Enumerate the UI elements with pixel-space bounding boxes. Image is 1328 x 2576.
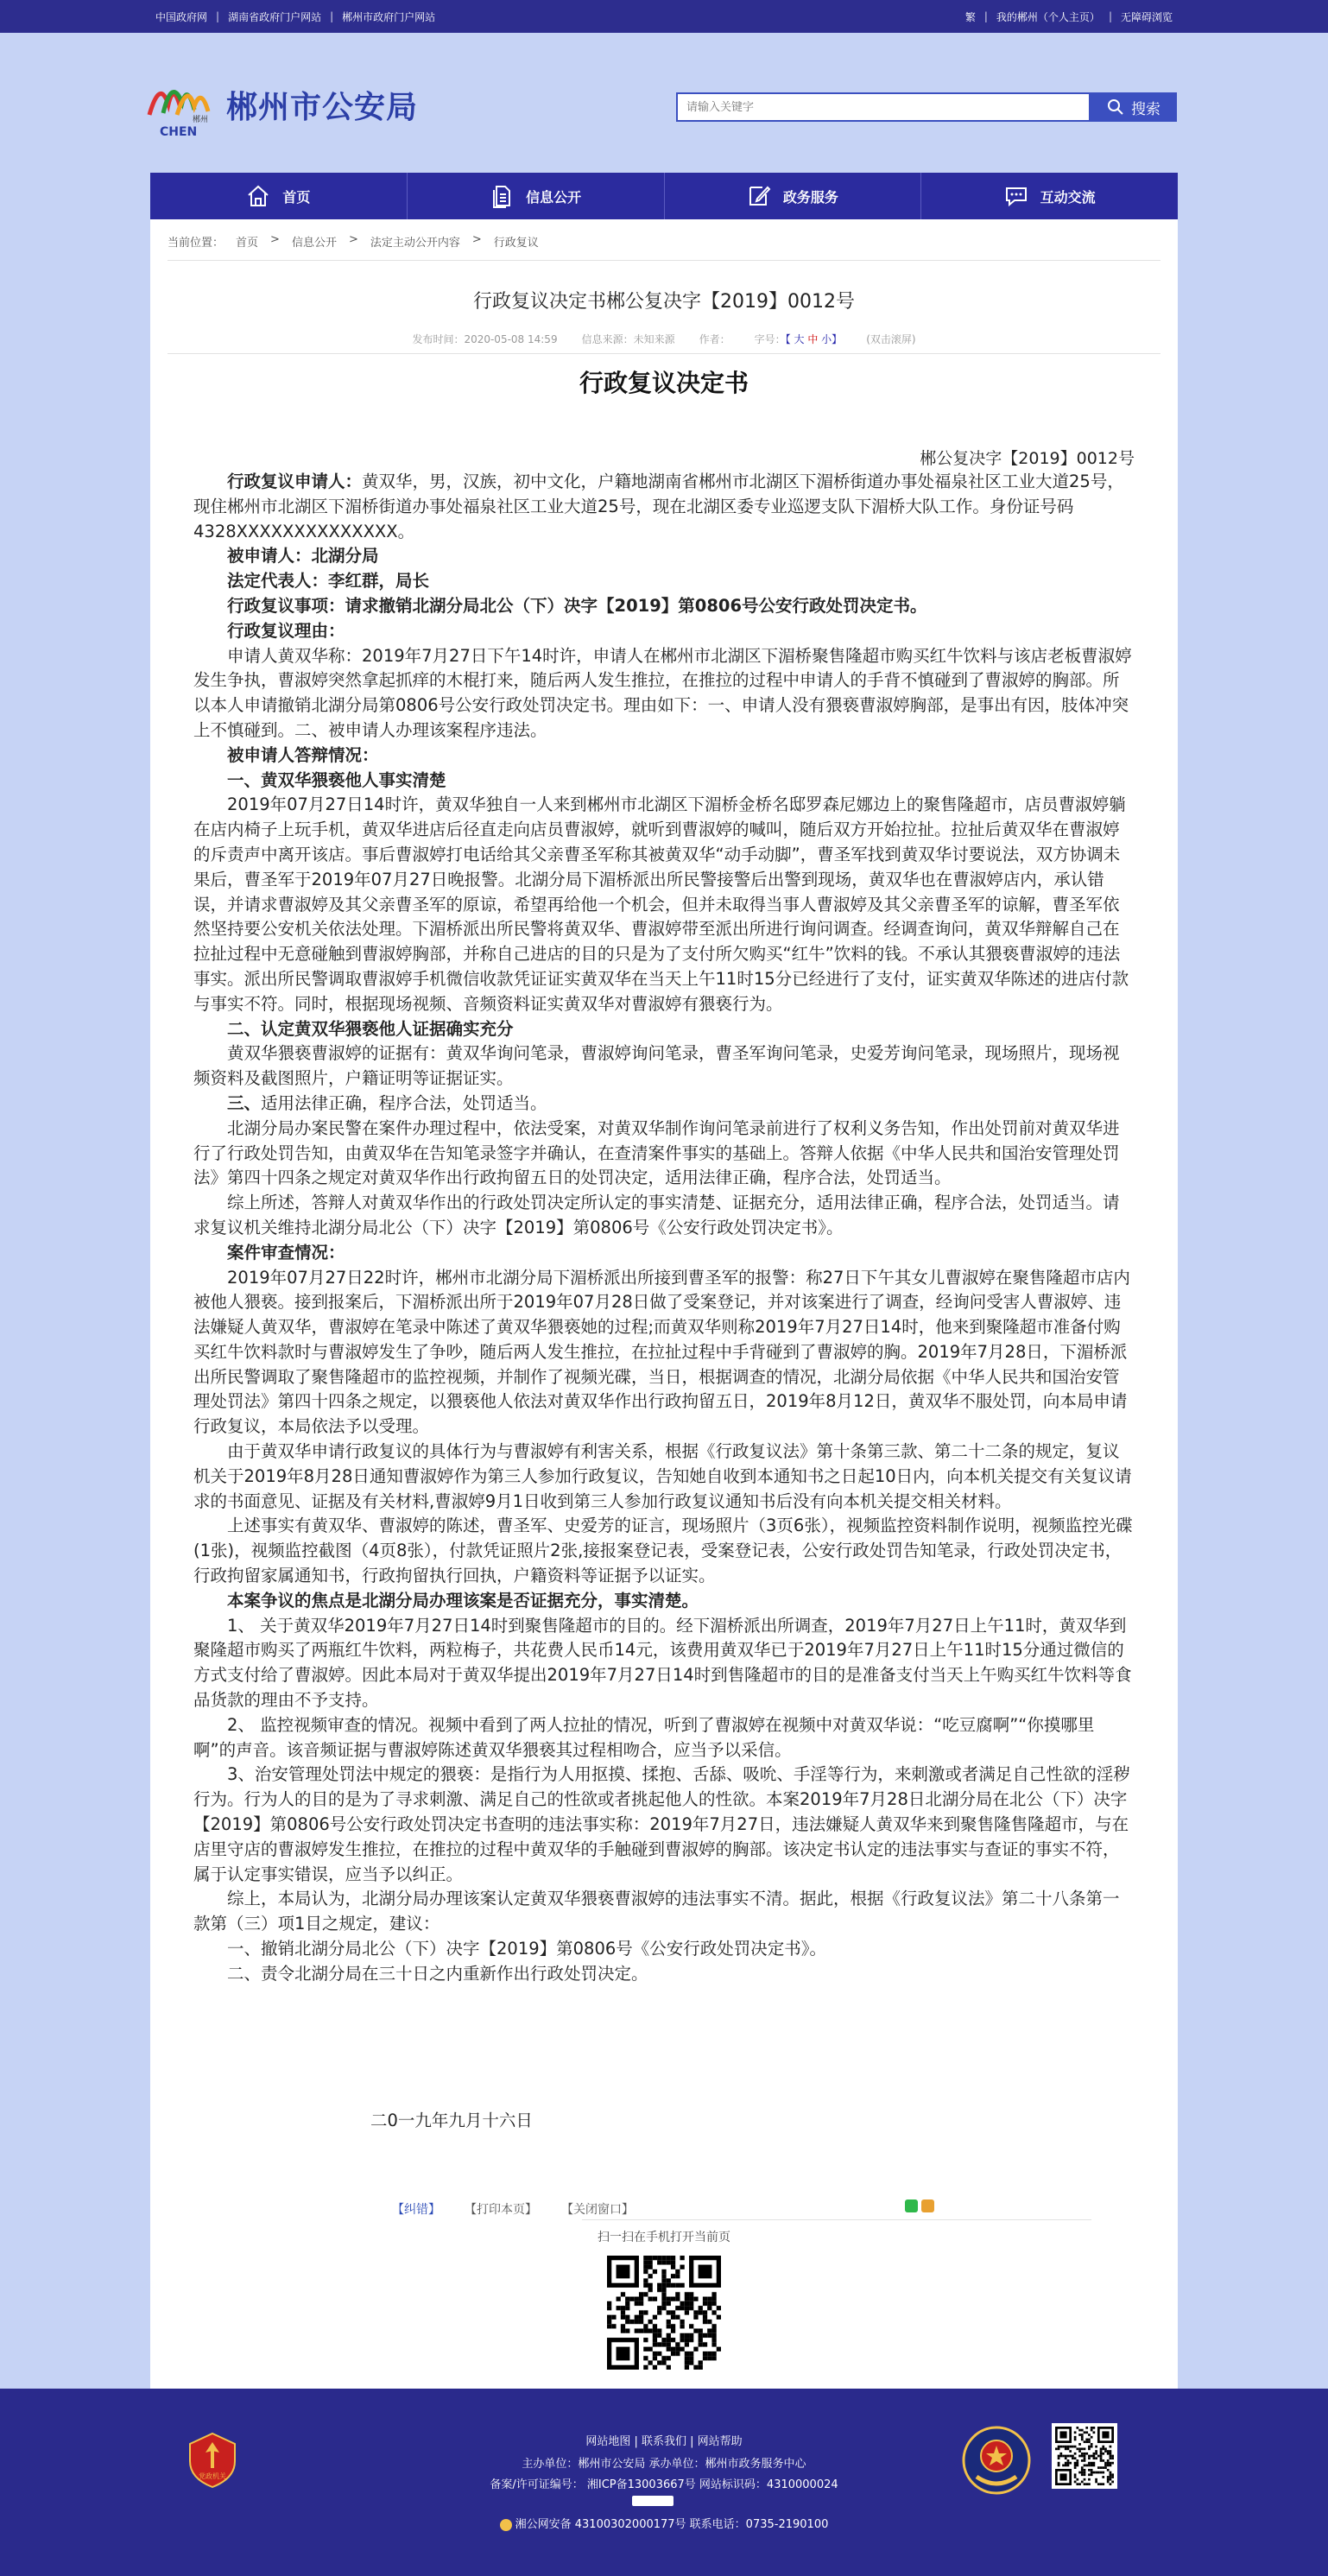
publish-time: 发布时间：2020-05-08 14:59	[412, 333, 558, 345]
article-meta	[150, 332, 1178, 346]
verify-badge-icon[interactable]	[632, 2496, 673, 2506]
search-icon	[1107, 98, 1124, 116]
footer-links	[0, 2432, 1328, 2448]
paragraph	[193, 1241, 1135, 1266]
top-bar-left-links	[155, 0, 435, 33]
nav-interaction[interactable]	[921, 173, 1178, 219]
paragraph	[193, 1092, 1135, 1117]
paragraph: 综上所述，答辩人对黄双华作出的行政处罚决定所认定的事实清楚、证据充分，适用法律正确，程序合法，处罚适当。请求复议机关维持北湖分局北公（下）决字【2019】第0806号《公安行政处罚决定书》。	[193, 1193, 1120, 1237]
paragraph: 北湖分局办案民警在案件办理过程中，依法受案，对黄双华制作询问笔录前进行了权利义务告知，作出处罚前对黄双华进行了行政处罚告知，由黄双华在告知笔录签字并确认，在查清案件事实的基础上。答辩人依据《中华人民共和国治安管理处罚法》第四十四条之规定对黄双华作出行政拘留五日的处罚决定，适用法律正确，程序合法，处罚适当。	[193, 1117, 1120, 1188]
link-chenzhou-gov[interactable]: 郴州市政府门户网站	[342, 10, 436, 23]
divider	[168, 260, 1160, 261]
link-my-chenzhou[interactable]: 我的郴州（个人主页）	[996, 10, 1100, 23]
footer-beian	[0, 2515, 1328, 2531]
font-large-button[interactable]: 大	[794, 333, 805, 345]
article-actions	[392, 2200, 634, 2218]
paragraph: 一、撤销北湖分局北公（下）决字【2019】第0806号《公安行政处罚决定书》。	[227, 1939, 827, 1959]
nav-government-services-label: 政务服务	[782, 188, 838, 206]
nav-info-disclosure[interactable]	[408, 173, 665, 219]
scan-hint: 扫一扫在手机打开当前页	[598, 2231, 730, 2244]
top-bar-right-links	[965, 0, 1173, 33]
link-accessibility[interactable]: 无障碍浏览	[1120, 10, 1173, 23]
paragraph	[193, 744, 1135, 769]
breadcrumb-info[interactable]: 信息公开	[291, 237, 337, 250]
breadcrumb-home[interactable]: 首页	[236, 237, 259, 250]
footer-link-contact[interactable]: 联系我们	[641, 2435, 686, 2448]
search-button[interactable]	[1091, 92, 1177, 122]
author: 作者：	[699, 333, 730, 345]
top-bar	[0, 0, 1328, 33]
font-size-controls	[755, 332, 843, 346]
badge-text: 党政机关	[199, 2472, 226, 2480]
search-input[interactable]	[676, 92, 1091, 122]
logo-text: CHEN	[160, 125, 198, 137]
separator: |	[983, 10, 988, 22]
header	[0, 33, 1328, 173]
double-click-scroll: (双击滚屏)	[866, 333, 916, 345]
nav-government-services[interactable]	[665, 173, 922, 219]
paragraph: 上述事实有黄双华、曹淑婷的陈述，曹圣军、史爱芳的证言，现场照片（3页6张），视频监控资料制作说明，视频监控光碟(1张)，视频监控截图（4页8张），付款凭证照片2张,接报案登记表，受案登记表，公安行政处罚告知笔录，行政处罚决定书，行政拘留家属通知书，行政拘留执行回执，户籍资料等证据予以证实。	[193, 1516, 1133, 1586]
footer	[0, 2389, 1328, 2576]
home-icon	[246, 184, 270, 208]
paragraph	[193, 470, 1135, 544]
correct-button[interactable]: 【纠错】	[392, 2203, 440, 2217]
separator: |	[634, 2435, 642, 2448]
link-hunan-gov[interactable]: 湖南省政府门户网站	[228, 10, 322, 23]
bold-label: 三、	[227, 1092, 262, 1113]
nav-home[interactable]	[150, 173, 408, 219]
document-heading: 行政复议决定书	[579, 369, 749, 397]
breadcrumb	[168, 233, 539, 250]
paragraph	[193, 569, 1135, 594]
separator: |	[1108, 10, 1112, 22]
beian-text: 湘公网安备 43100302000177号 联系电话：0735-2190100	[515, 2518, 829, 2531]
separator: |	[216, 10, 220, 22]
link-gov-cn[interactable]: 中国政府网	[155, 10, 208, 23]
qr-code-icon	[607, 2256, 721, 2370]
bracket: 【	[785, 333, 791, 345]
separator: |	[690, 2435, 698, 2448]
qr-code-icon	[1055, 2427, 1114, 2485]
bold-label: 行政复议申请人：	[227, 472, 363, 491]
footer-link-sitemap[interactable]: 网站地图	[585, 2435, 631, 2448]
paragraph: 二、责令北湖分局在三十日之内重新作出行政处罚决定。	[227, 1963, 648, 1984]
footer-icp: 备案/许可证编号： 湘ICP备13003667号 网站标识码：4310000024	[490, 2478, 838, 2491]
breadcrumb-prefix: 当前位置：	[168, 237, 224, 250]
info-source: 信息来源：未知来源	[581, 333, 675, 345]
bold-text: 被申请人答辩情况：	[227, 744, 379, 765]
wechat-share-icon[interactable]	[905, 2199, 918, 2212]
bold-text: 一、黄双华猥亵他人事实清楚	[227, 769, 446, 790]
link-traditional[interactable]: 繁	[964, 10, 976, 23]
bold-text: 本案争议的焦点是北湖分局办理该案是否证据充分，事实清楚。	[227, 1590, 699, 1611]
paragraph: 由于黄双华申请行政复议的具体行为与曹淑婷有利害关系，根据《行政复议法》第十条第三款、第二十二条的规定，复议机关于2019年8月28日通知曹淑婷作为第三人参加行政复议，告知她自收到本通知书之日起10日内，向本机关提交有关复议请求的书面意见、证据及有关材料,曹淑婷9月1日收到第三人参加行政复议通知书后没有向本机关提交相关材料。	[193, 1441, 1132, 1511]
bold-text: 案件审查情况：	[227, 1242, 345, 1263]
paragraph: 3、治安管理处罚法中规定的猥亵：是指行为人用抠摸、揉抱、舌舔、吸吮、手淫等行为，来刺激或者满足自己性欲的淫秽行为。行为人的目的是为了寻求刺激、满足自己的性欲或者挑起他人的性欲。本案2019年7月28日北湖分局在北公（下）决字【2019】第0806号公安行政处罚决定书查明的违法事实称：2019年7月27日，违法嫌疑人黄双华来到聚售隆售隆超市，与在店里守店的曹淑婷发生推拉，在推拉的过程中黄双华的手触碰到曹淑婷的胸部。该决定书认定的违法事实与查证的事实不符，属于认定事实错误，应当予以纠正。	[193, 1764, 1130, 1884]
paragraph: 综上，本局认为，北湖分局办理该案认定黄双华猥亵曹淑婷的违法事实不清。据此，根据《行政复议法》第二十八条第一款第（三）项1目之规定，建议：	[193, 1889, 1120, 1934]
divider	[168, 353, 1160, 354]
document-date: 二0一九年九月十六日	[370, 2111, 533, 2130]
font-size-label: 字号：	[754, 333, 786, 345]
breadcrumb-statutory[interactable]: 法定主动公开内容	[370, 237, 460, 250]
paragraph	[193, 769, 1135, 794]
svg-text:郴州: 郴州	[193, 116, 209, 124]
site-logo[interactable]	[142, 70, 217, 137]
paragraph: 申请人黄双华称：2019年7月27日下午14时许，申请人在郴州市北湖区下湄桥聚售隆超市购买红牛饮料与该店老板曹淑婷发生争执，曹淑婷突然拿起抓痒的木棍打来，随后两人发生推拉，在推拉的过程中申请人的手背不慎碰到了曹淑婷的胸部。所以本人申请撤销北湖分局第0806号公安行政处罚决定书。理由如下：一、申请人没有猥亵曹淑婷胸部，是事出有因，肢体冲突上不慎碰到。二、被申请人办理该案程序违法。	[193, 645, 1132, 740]
document-number: 郴公复决字【2019】0012号	[920, 449, 1135, 468]
search-button-label: 搜索	[1131, 100, 1160, 118]
content-panel	[150, 219, 1178, 2389]
separator: |	[330, 10, 334, 22]
police-emblem-icon[interactable]	[961, 2425, 1032, 2496]
footer-sponsor: 主办单位：郴州市公安局 承办单位：郴州市政务服务中心	[522, 2458, 806, 2471]
nav-interaction-label: 互动交流	[1040, 188, 1096, 206]
weibo-share-icon[interactable]	[921, 2199, 934, 2212]
paragraph	[193, 619, 1135, 644]
breadcrumb-separator: >	[270, 233, 280, 246]
paragraph: 黄双华猥亵曹淑婷的证据有：黄双华询问笔录，曹淑婷询问笔录，曹圣军询问笔录，史爱芳询问笔录，现场照片，现场视频资料及截图照片，户籍证明等证据证实。	[193, 1043, 1120, 1089]
main-nav	[150, 173, 1178, 219]
paragraph: 2、 监控视频审查的情况。视频中看到了两人拉扯的情况，听到了曹淑婷在视频中对黄双华说：“吃豆腐啊”“你摸哪里啊”的声音。该音频证据与曹淑婷陈述黄双华猥亵其过程相吻合，应当予以采信。	[193, 1714, 1095, 1760]
footer-qr-code	[1052, 2423, 1117, 2489]
document-icon	[490, 184, 514, 208]
bold-text: 行政复议事项：请求撤销北湖分局北公（下）决字【2019】第0806号公安行政处罚决定书。	[227, 595, 927, 616]
paragraph: 1、 关于黄双华2019年7月27日14时到聚售隆超市的目的。经下湄桥派出所调查，2019年7月27日上午11时，黄双华到聚隆超市购买了两瓶红牛饮料，两粒梅子，共花费人民币14元，该费用黄双华已于2019年7月27日上午11时15分通过微信的方式支付给了曹淑婷。因此本局对于黄双华提出2019年7月27日14时到售隆超市的目的是准备支付当天上午购买红牛饮料等食品货款的理由不予支持。	[193, 1615, 1132, 1711]
print-button[interactable]: 【打印本页】	[465, 2203, 537, 2217]
edit-icon	[747, 184, 771, 208]
share-buttons	[905, 2199, 934, 2212]
bold-text: 二、认定黄双华猥亵他人证据确实充分	[227, 1018, 514, 1039]
bold-text: 法定代表人：李红群，局长	[227, 571, 430, 592]
font-medium-button[interactable]: 中	[807, 333, 819, 345]
divider	[582, 2219, 1091, 2220]
footer-link-help[interactable]: 网站帮助	[697, 2435, 743, 2448]
bold-text: 被申请人：北湖分局	[227, 546, 379, 566]
nav-info-disclosure-label: 信息公开	[526, 188, 582, 206]
paragraph	[193, 1017, 1135, 1042]
paragraph-text: 黄双华，男，汉族，初中文化，户籍地湖南省郴州市北湖区下湄桥街道办事处福泉社区工业大道25号，现住郴州市北湖区下湄桥街道办事处福泉社区工业大道25号，现在北湖区委专业巡逻支队下湄桥大队工作。身份证号码4328XXXXXXXXXXXXXX。	[193, 472, 1124, 541]
paragraph: 2019年07月27日14时许，黄双华独自一人来到郴州市北湖区下湄桥金桥名邸罗森尼娜边上的聚售隆超市，店员曹淑婷躺在店内椅子上玩手机，黄双华进店后径直走向店员曹淑婷，就听到曹淑婷的喊叫，随后双方开始拉扯。拉扯后黄双华在曹淑婷的斥责声中离开该店。事后曹淑婷打电话给其父亲曹圣军称其被黄双华“动手动脚”，曹圣军找到黄双华讨要说法，双方协调未果后，曹圣军于2019年07月27日晚报警。北湖分局下湄桥派出所民警接警后出警到现场，黄双华也在曹淑婷店内，承认错误，并请求曹淑婷及其父亲曹圣军的原谅，希望再给他一个机会，但并未取得当事人曹淑婷及其父亲曹圣军的谅解，曹圣军依然坚持要公安机关依法处理。下湄桥派出所民警将黄双华、曹淑婷带至派出所进行询问调查。经调查询问，黄双华辩解自己在拉扯过程中无意碰触到曹淑婷胸部，并称自己进店的目的只是为了支付所欠购买“红牛”饮料的钱。不承认其猥亵曹淑婷的违法事实。派出所民警调取曹淑婷手机微信收款凭证证实黄双华在当天上午11时15分已经进行了支付，证实黄双华陈述的进店付款与事实不符。同时，根据现场视频、音频资料证实黄双华对曹淑婷有猥亵行为。	[193, 794, 1129, 1014]
site-title: 郴州市公安局	[226, 90, 419, 125]
font-small-button[interactable]: 小	[821, 333, 832, 345]
beian-icon	[500, 2519, 512, 2531]
paragraph: 2019年07月27日22时许，郴州市北湖分局下湄桥派出所接到曹圣军的报警：称27日下午其女儿曹淑婷在聚售隆超市店内被他人猥亵。接到报案后，下湄桥派出所于2019年07月28日做了受案登记，并对该案进行了调查，经询问受害人曹淑婷、违法嫌疑人黄双华，曹淑婷在笔录中陈述了黄双华猥亵她的过程;而黄双华则称2019年7月27日14时，他来到聚隆超市准备付购买红牛饮料款时与曹淑婷发生了争吵，随后两人发生推拉，在拉扯过程中手背碰到了曹淑婷的胸。2019年7月28日，下湄桥派出所民警调取了聚售隆超市的监控视频，并制作了视频光碟，当日，根据调查的情况，北湖分局依据《中华人民共和国治安管理处罚法》第四十四条之规定，以猥亵他人依法对黄双华作出行政拘留五日，2019年8月12日，黄双华不服处罚，向本局申请行政复议，本局依法予以受理。	[193, 1267, 1130, 1437]
nav-home-label: 首页	[282, 188, 311, 206]
article-body	[193, 470, 1135, 1987]
chat-icon	[1004, 184, 1028, 208]
breadcrumb-admin-review[interactable]: 行政复议	[493, 237, 539, 250]
breadcrumb-separator: >	[348, 233, 358, 246]
article-title: 行政复议决定书郴公复决字【2019】0012号	[473, 291, 855, 313]
paragraph	[193, 594, 1135, 619]
bracket: 】	[832, 333, 843, 345]
bold-text: 行政复议理由：	[227, 620, 345, 641]
close-window-button[interactable]: 【关闭窗口】	[561, 2203, 634, 2217]
paragraph-text: 适用法律正确，程序合法，处罚适当。	[261, 1092, 547, 1113]
paragraph	[193, 544, 1135, 569]
paragraph	[193, 1589, 1135, 1614]
breadcrumb-separator: >	[471, 233, 482, 246]
